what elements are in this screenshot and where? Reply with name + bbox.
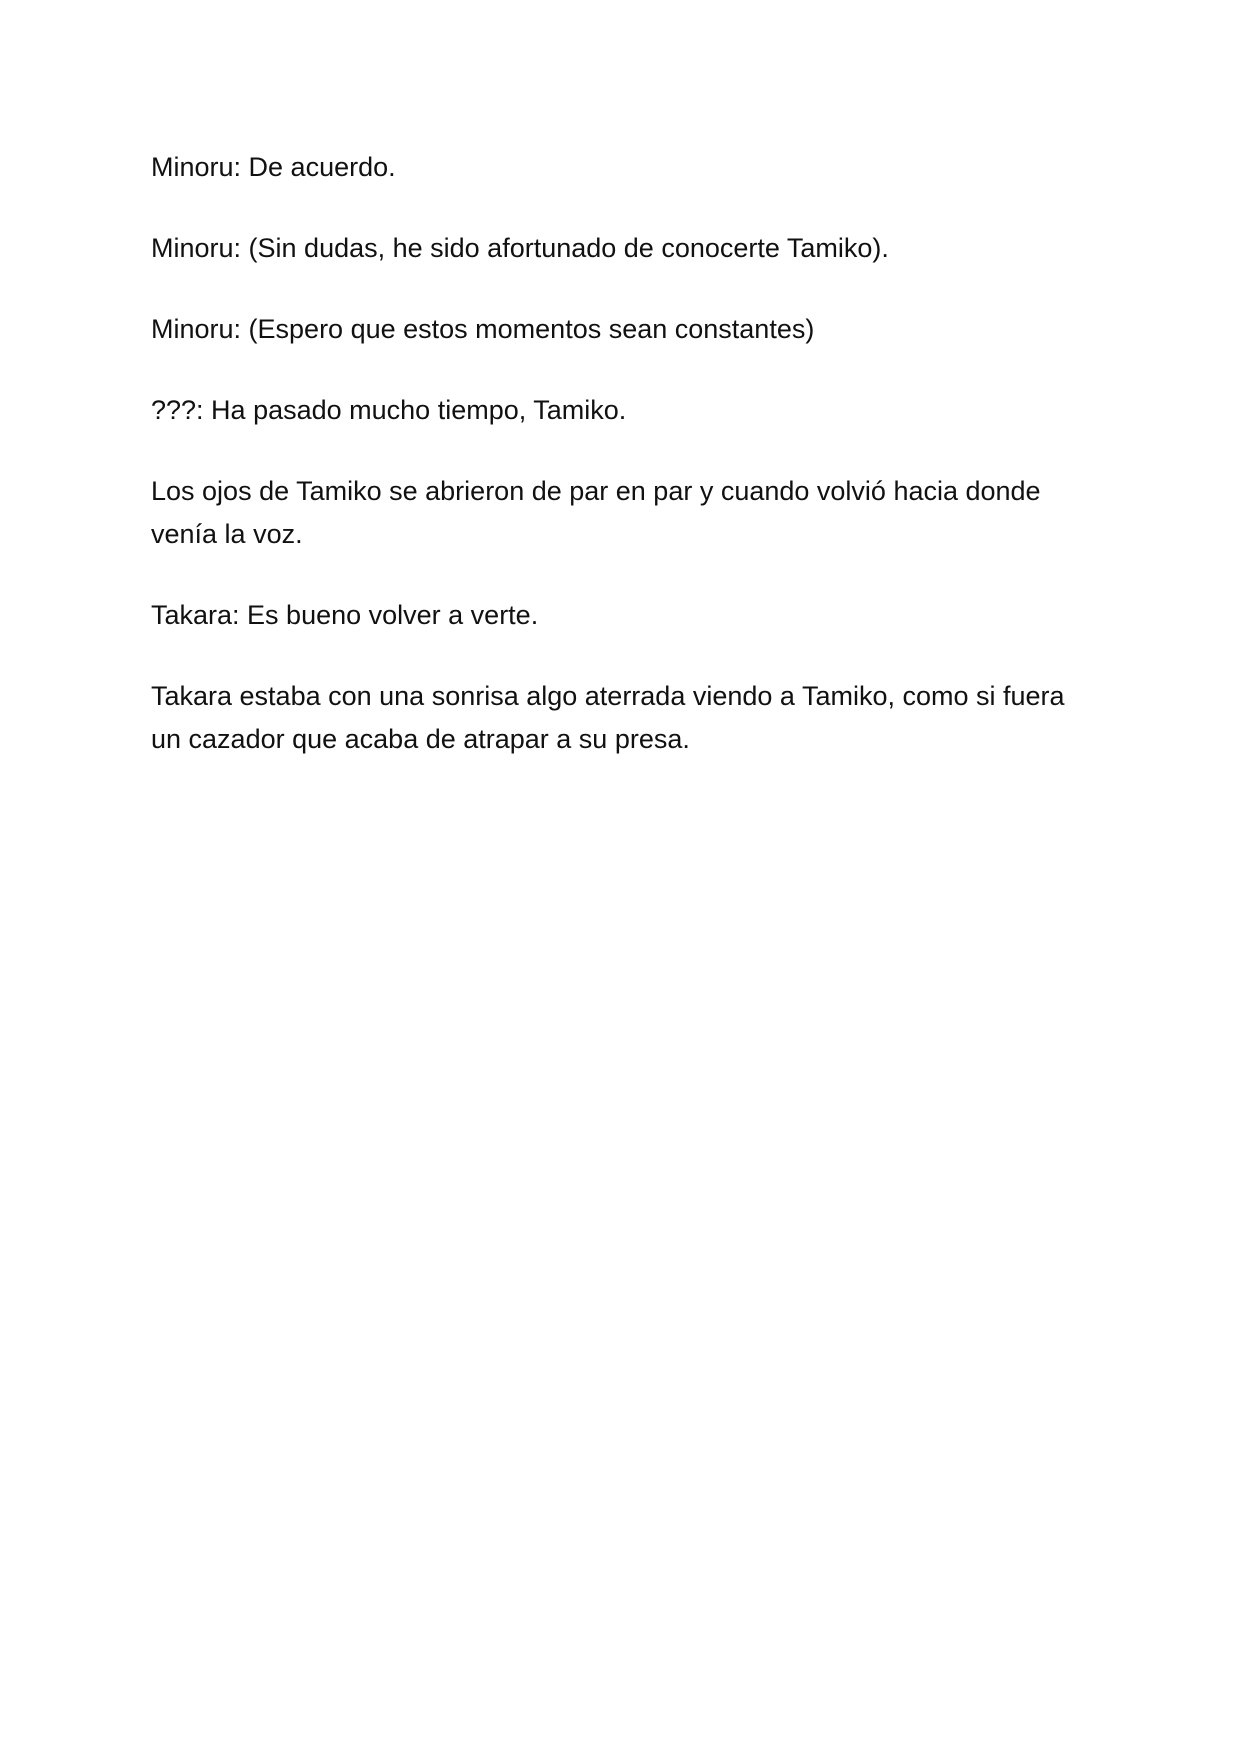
paragraph: Takara: Es bueno volver a verte. [151,600,539,630]
paragraph: Minoru: De acuerdo. [151,152,396,182]
paragraph: Los ojos de Tamiko se abrieron de par en par y cuando volvió hacia donde venía la voz. [151,476,1041,549]
paragraph: Takara estaba con una sonrisa algo aterrada viendo a Tamiko, como si fuera un cazador que acaba de atrapar a su presa. [151,681,1065,754]
paragraph: Minoru: (Sin dudas, he sido afortunado de conocerte Tamiko). [151,233,889,263]
paragraph: ???: Ha pasado mucho tiempo, Tamiko. [151,395,627,425]
paragraph: Minoru: (Espero que estos momentos sean constantes) [151,314,815,344]
document-body [151,146,1101,799]
